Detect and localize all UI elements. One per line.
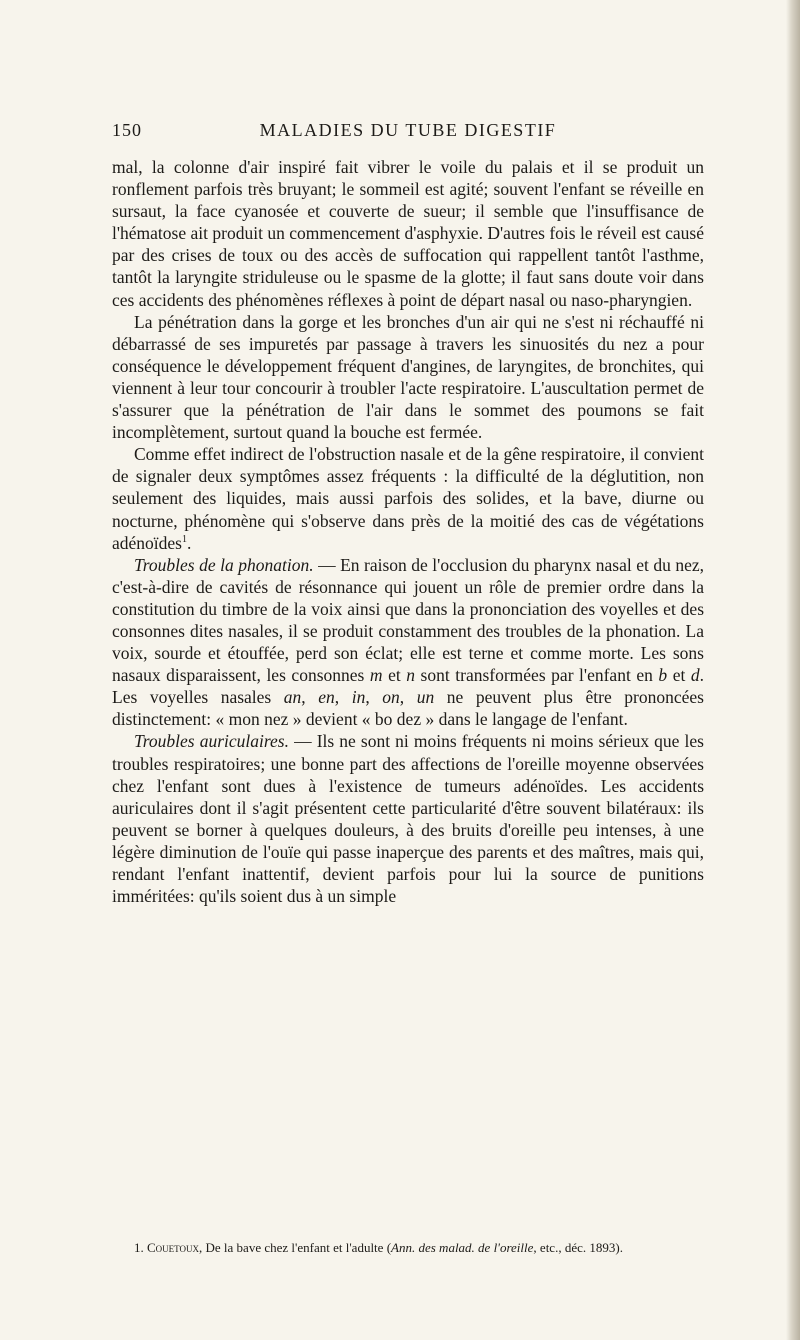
- paragraph-3-end: .: [186, 532, 192, 553]
- footnote-text: , De la bave chez l'enfant et l'adulte (: [199, 1240, 392, 1255]
- paragraph-4-text-e: . Les voyelles nasales: [112, 665, 704, 708]
- paragraph-5-text: — Ils ne sont ni moins fréquents ni moins sérieux que les troubles respiratoires; une bonne part des affections de l'oreille moyenne observées chez l'enfant sont dues à l'existence de tumeurs adénoïdes. Les accidents auriculaires dont il s'agit présentent cette particularité d'être souvent bilatéraux: ils peuvent se borner à quelques douleurs, à des bruits d'oreille peu intenses, à une légère diminution de l'ouïe qui passe inaperçue des parents et des maîtres, mais qui, rendant l'enfant inattentif, devient parfois pour lui la source de punitions imméritées: qu'ils soient dus à un simple: [112, 731, 704, 907]
- page-header: [112, 120, 704, 144]
- letter-m: m: [369, 665, 383, 686]
- paragraph-4-text-f: ne peuvent plus être prononcées distinctement: « mon nez » devient « bo dez » dans le langage de l'enfant.: [112, 687, 704, 730]
- paragraph-2-text: La pénétration dans la gorge et les bronches d'un air qui ne s'est ni réchauffé ni débarrassé de ses impuretés par passage à travers les sinuosités du nez a pour conséquence le développement fréquent d'angines, de laryngites, de bronchites, qui viennent à leur tour concourir à troubler l'acte respiratoire. L'auscultation permet de s'assurer que la pénétration de l'air dans le sommet des poumons se fait incomplètement, surtout quand la bouche est fermée.: [112, 311, 704, 443]
- vowel-on: on: [382, 687, 400, 708]
- section-heading-phonation: Troubles de la phonation.: [134, 554, 314, 575]
- paragraph-3-text: Comme effet indirect de l'obstruction nasale et de la gêne respiratoire, il convient de signaler deux symptômes assez fréquents : la difficulté de la déglutition, non seulement des liquides, mais aussi parfois des solides, et la bave, diurne ou nocturne, phénomène qui s'observe dans près de la moitié des cas de végétations adénoïdes: [112, 444, 704, 553]
- footnote: [112, 1239, 704, 1256]
- letter-b: b: [658, 665, 668, 686]
- paragraph-5: [112, 730, 704, 907]
- footnote-marker: 1: [181, 533, 187, 545]
- paragraph-2: [112, 311, 704, 444]
- footnote-number: 1.: [134, 1240, 144, 1255]
- paragraph-4-text-d: et: [667, 665, 691, 686]
- body-text: [112, 156, 704, 907]
- paragraph-4-text-b: et: [382, 665, 407, 686]
- letter-d: d: [690, 665, 700, 686]
- paragraph-3: [112, 443, 704, 553]
- paragraph-1: [112, 156, 704, 311]
- paragraph-4-text-a: — En raison de l'occlusion du pharynx nasal et du nez, c'est-à-dire de cavités de résonnance qui jouent un rôle de premier ordre dans la constitution du timbre de la voix ainsi que dans la prononciation des voyelles et des consonnes dites nasales, il se produit constamment des troubles de la phonation. La voix, sourde et étouffée, perd son éclat; elle est terne et comme morte. Les sons nasaux disparaissent, les consonnes: [112, 554, 704, 686]
- vowel-in: in: [351, 687, 366, 708]
- page-edge-shadow: [786, 0, 800, 1340]
- paragraph-4: Troubles de la phonation. — En raison de l'occlusion du pharynx nasal et du nez, c'est-à-dire de cavités de résonnance qui jouent un rôle de premier ordre dans la constitution du timbre de la voix ainsi que dans la prononciation des voyelles et des consonnes dites nasales, il se produit constamment des troubles de la phonation. La voix, sourde et étouffée, perd son éclat; elle est terne et comme morte. Les sons nasaux disparaissent, les consonnes m et n sont transformées par l'enfant en b et d. Les voyelles nasales an, en, in, on, un ne peuvent plus être prononcées distinctement: « mon nez » devient « bo dez » dans le langage de l'enfant.: [112, 554, 704, 730]
- vowel-en: en: [318, 687, 335, 708]
- footnote-end: , etc., déc. 1893).: [533, 1240, 623, 1255]
- footnote-author: Couetoux: [147, 1240, 200, 1255]
- paragraph-1-text: mal, la colonne d'air inspiré fait vibrer le voile du palais et il se produit un ronflement parfois très bruyant; le sommeil est agité; souvent l'enfant se réveille en sursaut, la face cyanosée et couverte de sueur; il semble que l'insuffisance de l'hématose ait produit un commencement d'asphyxie. D'autres fois le réveil est causé par des crises de toux ou des accès de suffocation qui rappellent tantôt l'asthme, tantôt la laryngite striduleuse ou le spasme de la glotte; il faut sans doute voir dans ces accidents des phénomènes réflexes à point de départ nasal ou naso-pharyngien.: [112, 157, 704, 310]
- section-heading-auriculaires: Troubles auriculaires.: [134, 731, 289, 752]
- footnote-1: [112, 1239, 704, 1256]
- paragraph-4-text-c: sont transformées par l'enfant en: [415, 665, 659, 686]
- page-number: 150: [112, 120, 142, 140]
- vowel-an: an: [283, 687, 302, 708]
- vowel-un: un: [416, 687, 435, 708]
- footnote-source: Ann. des malad. de l'oreille: [391, 1240, 534, 1255]
- letter-n: n: [406, 665, 415, 686]
- running-title: MALADIES DU TUBE DIGESTIF: [259, 120, 557, 140]
